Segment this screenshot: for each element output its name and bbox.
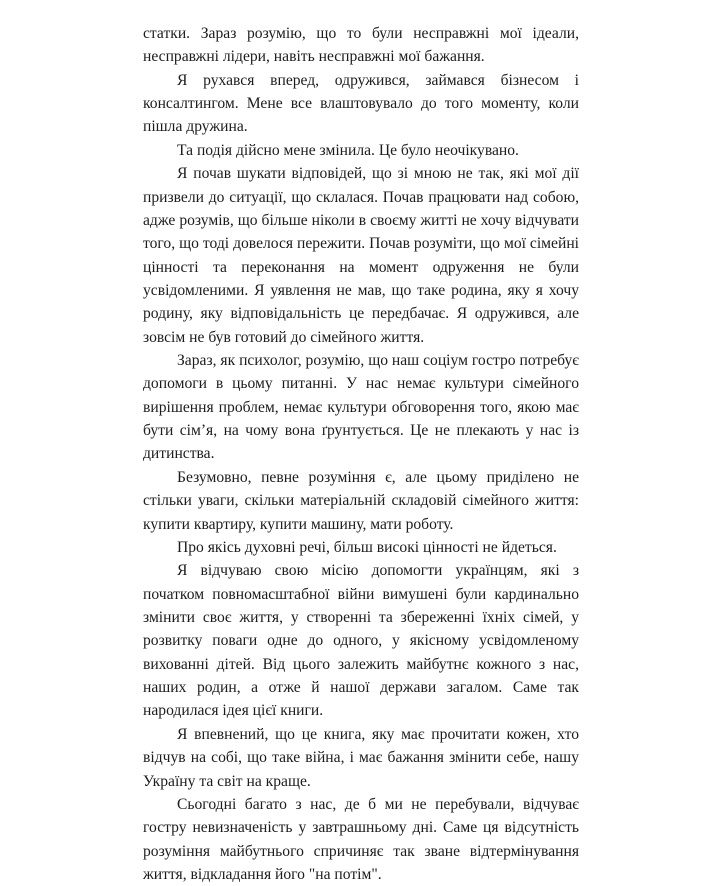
paragraph-6: Безумовно, певне розуміння є, але цьому приділено не стільки уваги, скільки матеріальній складовій сімейного життя: купити квартиру, купити машину, мати роботу. xyxy=(143,468,579,533)
paragraph-3: Та подія дійсно мене змінила. Це було неочікувано. xyxy=(177,141,519,159)
paragraph-10: Сьогодні багато з нас, де б ми не перебували, відчуває гостру невизначеність у завтрашньому дні. Саме ця відсутність розуміння майбутнього спричиняє так зване відтермінування життя, відкладання його "на потім". xyxy=(143,795,579,883)
paragraph-7: Про якісь духовні речі, більш високі цінності не йдеться. xyxy=(177,538,557,556)
paragraph-5: Зараз, як психолог, розумію, що наш соціум гостро потребує допомоги в цьому питанні. У нас немає культури сімейного вирішення проблем, немає культури обговорення того, якою має бути сім’я, на чому вона ґрунтується. Це не плекають у нас із дитинства. xyxy=(143,352,579,463)
paragraph-4: Я почав шукати відповідей, що зі мною не так, які мої дії призвели до ситуації, що склалася. Почав працювати над собою, адже розумів, що більше ніколи в своєму житті не хочу відчувати того, що тоді довелося пережити. Почав розуміти, що мої сімейні цінності та переконання на момент одруження не були усвідомленими. Я уявлення не мав, що таке родина, яку я хочу родину, яку відповідальність це передбачає. Я одружився, але зовсім не був готовий до сімейного життя. xyxy=(143,165,579,346)
paragraph-8: Я відчуваю свою місію допомогти українцям, які з початком повномасштабної війни вимушені були кардинально змінити своє життя, у створенні та збереженні їхніх сімей, у розвитку поваги одне до одного, у якісному усвідомленому вихованні дітей. Від цього залежить майбутнє кожного з нас, наших родин, а отже й нашої держави загалом. Саме так народилася ідея цієї книги. xyxy=(143,562,579,720)
paragraph-1: статки. Зараз розумію, що то були несправжні мої ідеали, несправжні лідери, навіть несправжні мої бажання. xyxy=(143,25,579,66)
document-page xyxy=(143,22,579,886)
paragraph-2: Я рухався вперед, одружився, займався бізнесом і консалтингом. Мене все влаштовувало до того моменту, коли пішла дружина. xyxy=(143,71,579,136)
paragraph-9: Я впевнений, що це книга, яку має прочитати кожен, хто відчув на собі, що таке війна, і має бажання змінити себе, нашу Україну та світ на краще. xyxy=(143,725,579,790)
